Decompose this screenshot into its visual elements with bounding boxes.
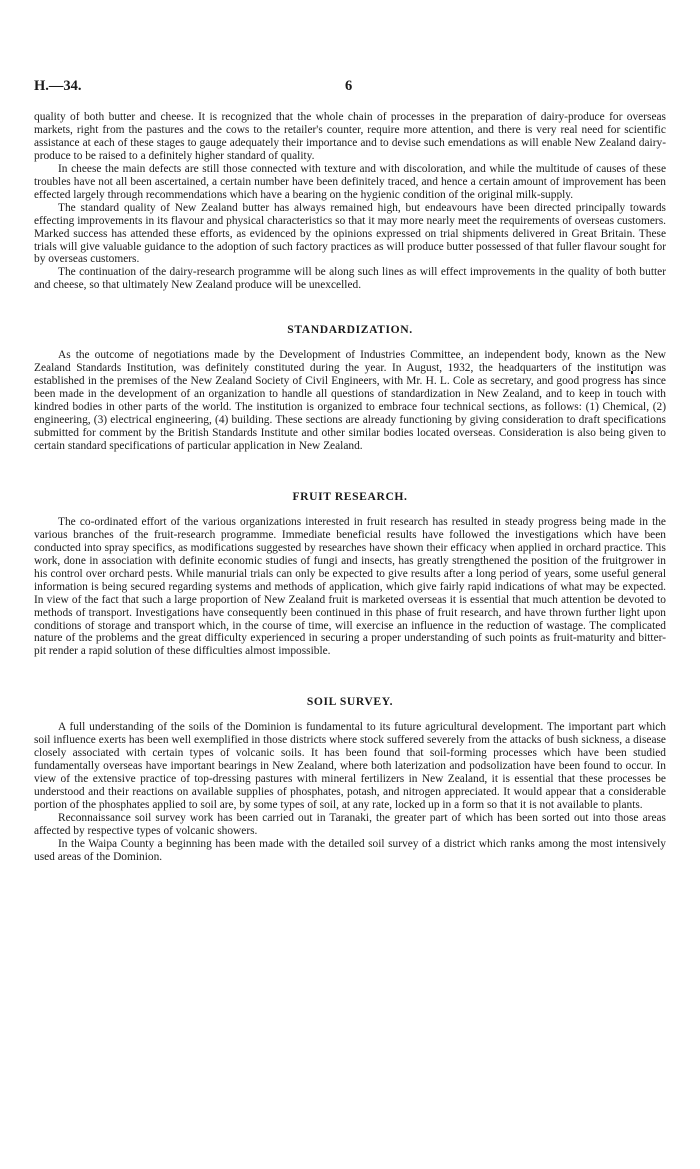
heading-spacer bbox=[34, 504, 666, 516]
soil-survey-heading: SOIL SURVEY. bbox=[306, 695, 394, 709]
standardization-paragraph: As the outcome of negotiations made by the Development of Industries Committee, an independent body, known as the New Zealand Standards Institution, was definitely constituted during the year. In August, 1932, the headquarters of the institution was established in the premises of the New Zealand Society of Civil Engineers, with Mr. H. L. Cole as secretary, and good progress has since been made in the development of an organization to handle all questions of standardization in New Zealand, and to keep in touch with kindred bodies in other parts of the world. The institution is organized to embrace four technical sections, as follows: (1) Chemical, (2) engineering, (3) electrical engineering, (4) building. These sections are already functioning by giving consideration to draft specifications submitted for comment by the British Standards Institute and other similar bodies located overseas. Consideration is also being given to certain standard specifications of particular application in New Zealand. bbox=[34, 349, 666, 452]
standardization-heading: STANDARDIZATION. bbox=[287, 323, 413, 337]
fruit-research-heading: FRUIT RESEARCH. bbox=[292, 489, 408, 503]
fruit-research-paragraph: The co-ordinated effort of the various organizations interested in fruit research has resulted in steady progress being made in the various branches of the fruit-research programme. Immediate beneficial results have followed the investigations which have been conducted into spray specifics, as modifications suggested by researches have shown their efficacy when applied in orchard practice. This work, done in association with definite economic studies of fungi and insects, has greatly strengthened the position of the fruitgrower in his control over orchard pests. While manurial trials can only be expected to give results after a long period of years, some useful general information is being secured regarding systems and methods of application, which give fairly rapid indications of what may be expected. In view of the fact that such a large proportion of New Zealand fruit is marketed overseas it is essential that much attention be devoted to methods of transport. Investigations have consequently been continued in this phase of fruit research, and have thrown further light upon conditions of storage and transport which, in the course of time, will exercise an influence in the reduction of wastage. The complicated nature of the problems and the great difficulty experienced in securing a proper understanding of such points as fruit-maturity and bitter-pit render a rapid solution of these difficulties almost impossible. bbox=[34, 515, 666, 658]
intro-paragraph-1: quality of both butter and cheese. It is recognized that the whole chain of processes in the preparation of dairy-produce for overseas markets, right from the pastures and the cows to the retailer's counter, require more attention, and there is very real need for scientific assistance at each of these stages to gauge adequately their importance and to devise such emendations as will enable New Zealand dairy-produce to be raised to a definitely higher standard of quality. bbox=[34, 111, 666, 162]
section-spacer bbox=[34, 658, 666, 696]
page-body bbox=[34, 111, 666, 864]
intro-paragraph-4: The continuation of the dairy-research programme will be along such lines as will effect improvements in the quality of both butter and cheese, so that ultimately New Zealand produce will be unexcelled. bbox=[34, 266, 666, 292]
soil-survey-paragraph-3: In the Waipa County a beginning has been made with the detailed soil survey of a district which ranks among the most intensively used areas of the Dominion. bbox=[34, 837, 666, 863]
heading-spacer bbox=[34, 709, 666, 721]
document-reference: H.—34. bbox=[34, 78, 82, 94]
section-spacer bbox=[34, 453, 666, 491]
soil-survey-paragraph-2: Reconnaissance soil survey work has been carried out in Taranaki, the greater part of which has been sorted out into those areas affected by respective types of volcanic showers. bbox=[34, 811, 666, 837]
page-header bbox=[34, 78, 666, 98]
intro-paragraph-2: In cheese the main defects are still those connected with texture and with discoloration, and while the multitude of causes of these troubles have not all been ascertained, a certain number have been definitely traced, and hence a certain amount of improvement has been effected largely through recommendations which have a bearing on the hygienic condition of the original milk-supply. bbox=[34, 162, 666, 201]
soil-survey-paragraph-1: A full understanding of the soils of the Dominion is fundamental to its future agricultural development. The important part which soil influence exerts has been well exemplified in those districts where stock suffered severely from the attacks of bush sickness, a disease closely associated with certain types of volcanic soils. It has been found that soil-forming processes which have been studied fundamentally overseas have important bearings in New Zealand, where both laterization and podsolization have been found to occur. In view of the extensive practice of top-dressing pastures with mineral fertilizers in New Zealand, it is essential that these processes be understood and their reactions on available supplies of phosphates, potash, and nitrogen appreciated. It would appear that a considerable portion of the phosphates applied to soil are, by some types of soil, at any rate, locked up in a form so that it is not available to plants. bbox=[34, 721, 666, 812]
intro-paragraph-3: The standard quality of New Zealand butter has always remained high, but endeavours have been directed principally towards effecting improvements in its flavour and physical characteristics so that it may more nearly meet the requirements of overseas customers. Marked success has attended these efforts, as evidenced by the opinions expressed on trial shipments delivered in Great Britain. These trials will give valuable guidance to the adoption of such factory practices as will produce butter possessed of that fuller flavour sought for by overseas customers. bbox=[34, 201, 666, 266]
heading-spacer bbox=[34, 337, 666, 349]
page-number: 6 bbox=[345, 78, 353, 94]
section-spacer bbox=[34, 292, 666, 324]
